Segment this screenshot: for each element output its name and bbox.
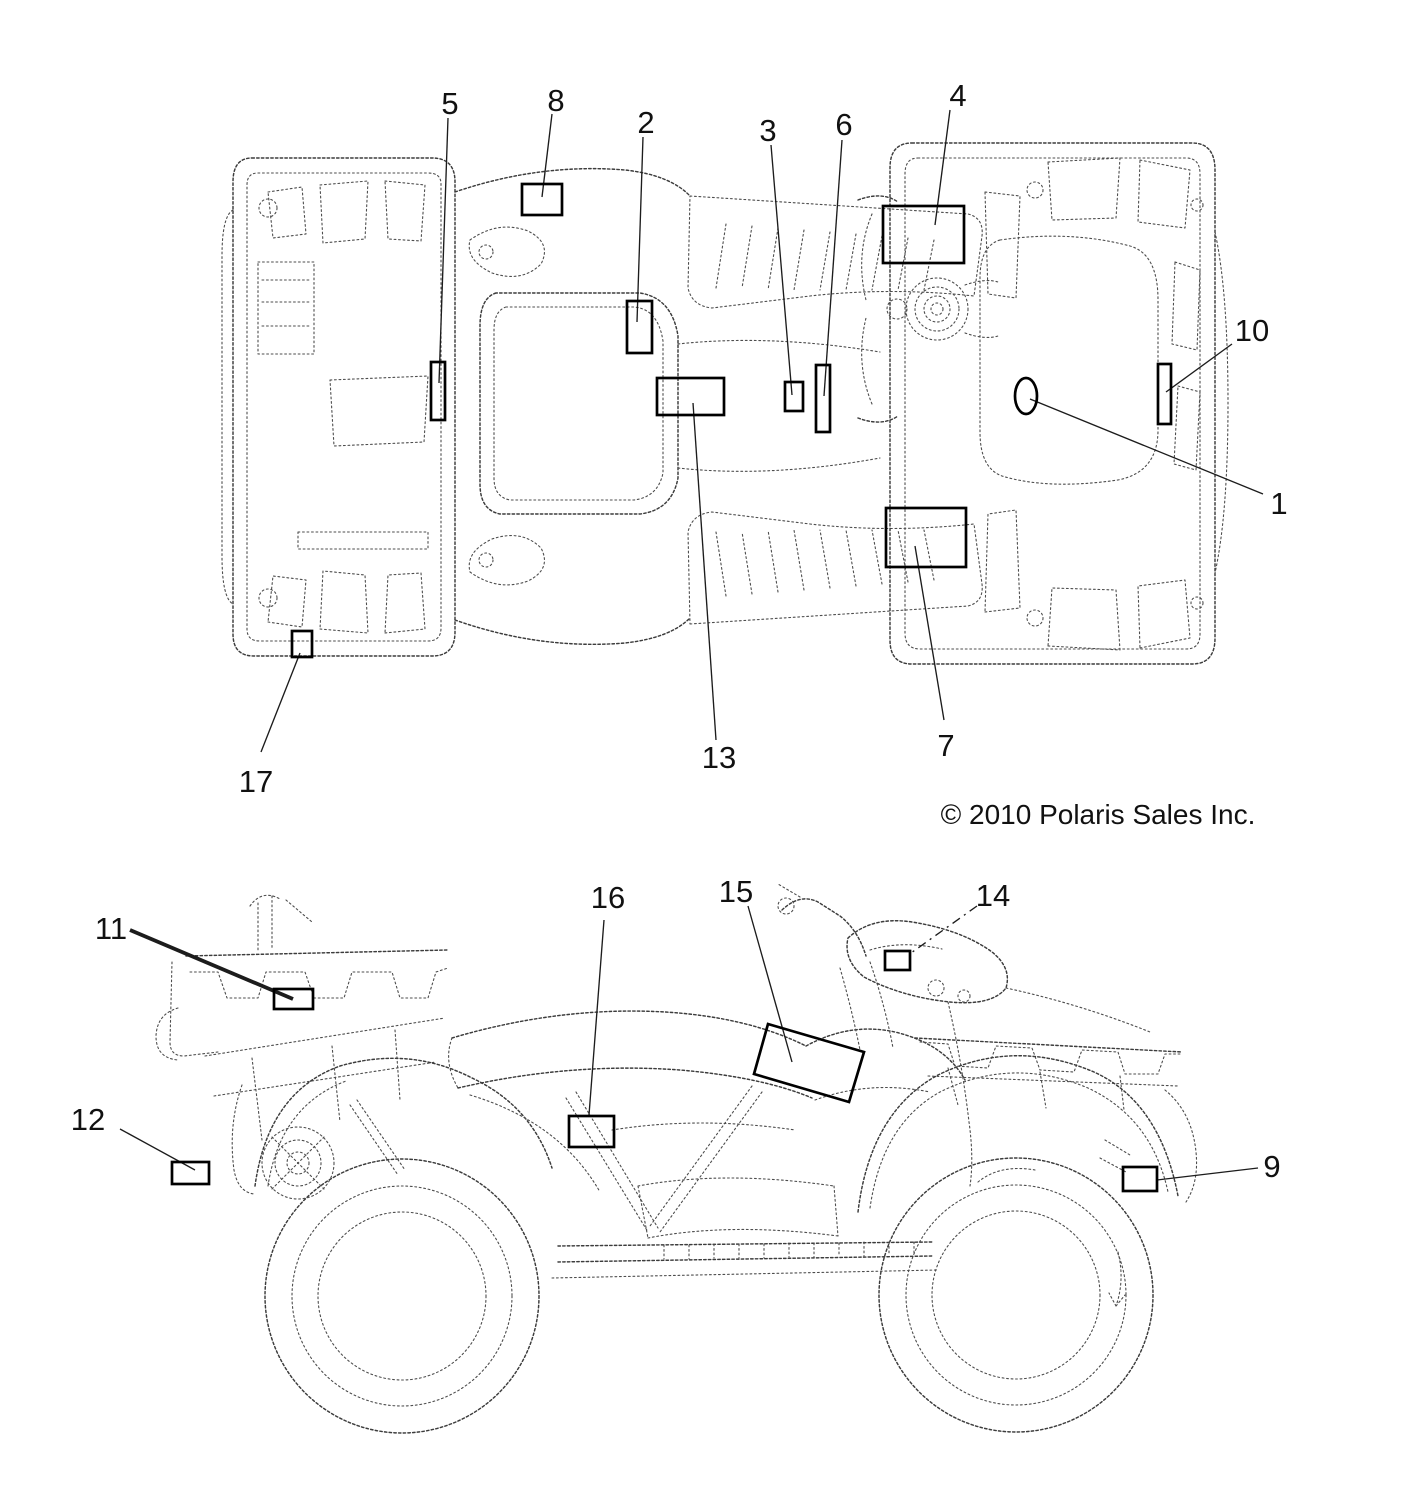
rear-rack-side [156, 895, 448, 1140]
leader-line-3 [771, 145, 792, 395]
rear-rack [222, 158, 455, 656]
callout-number-17: 17 [238, 764, 274, 799]
callout-number-10: 10 [1234, 313, 1270, 348]
callout-number-4: 4 [949, 78, 967, 113]
leader-line-17 [261, 653, 300, 752]
decal-marker-15 [754, 1024, 864, 1102]
leader-line-7 [915, 546, 944, 720]
leader-line-4 [935, 110, 950, 225]
callout-number-9: 9 [1263, 1149, 1281, 1184]
front-rack-side [915, 1038, 1182, 1110]
callout-number-15: 15 [718, 874, 754, 909]
leader-line-13 [693, 403, 716, 740]
callout-number-11: 11 [94, 911, 128, 946]
leader-line-10 [1166, 344, 1232, 392]
front-rack [890, 143, 1228, 664]
decal-marker-1 [1015, 378, 1037, 414]
leader-line-11 [130, 930, 293, 999]
leader-line-15 [748, 906, 792, 1062]
decal-marker-5 [431, 362, 445, 420]
footwells [688, 196, 982, 624]
decal-marker-10 [1158, 364, 1171, 424]
callout-number-16: 16 [590, 880, 626, 915]
callout-number-7: 7 [937, 728, 955, 763]
rear-wheel [265, 1159, 539, 1433]
decal-marker-4 [883, 206, 964, 263]
leader-line-6 [824, 140, 842, 396]
callout-number-14: 14 [975, 878, 1011, 913]
front-body [778, 884, 1150, 1186]
decal-marker-14 [885, 951, 910, 970]
front-fender [858, 1056, 1197, 1212]
decal-marker-9 [1123, 1167, 1157, 1191]
decal-marker-7 [886, 508, 966, 567]
copyright-text: © 2010 Polaris Sales Inc. [940, 799, 1256, 830]
callout-number-12: 12 [70, 1102, 106, 1137]
callout-number-3: 3 [759, 113, 777, 148]
leader-line-12 [120, 1129, 195, 1170]
decal-marker-3 [785, 382, 803, 411]
decal-marker-12 [172, 1162, 209, 1184]
callout-number-8: 8 [547, 83, 565, 118]
callout-number-5: 5 [441, 86, 459, 121]
decal-marker-2 [627, 301, 652, 353]
side-view-sketch [156, 884, 1197, 1433]
decal-marker-16 [569, 1116, 614, 1147]
callout-number-6: 6 [835, 107, 853, 142]
decal-marker-13 [657, 378, 724, 415]
callout-number-1: 1 [1270, 486, 1288, 521]
leader-line-2 [637, 137, 643, 322]
leader-line-16 [589, 920, 604, 1115]
steering-assembly [858, 196, 998, 422]
front-wheel [879, 1158, 1153, 1432]
decal-marker-6 [816, 365, 830, 432]
decal-marker-8 [522, 184, 562, 215]
leader-line-5 [439, 118, 448, 383]
callout-number-13: 13 [701, 740, 737, 775]
callout-number-2: 2 [637, 105, 655, 140]
decal-marker-17 [292, 631, 312, 657]
callout-layer [71, 78, 1288, 1191]
